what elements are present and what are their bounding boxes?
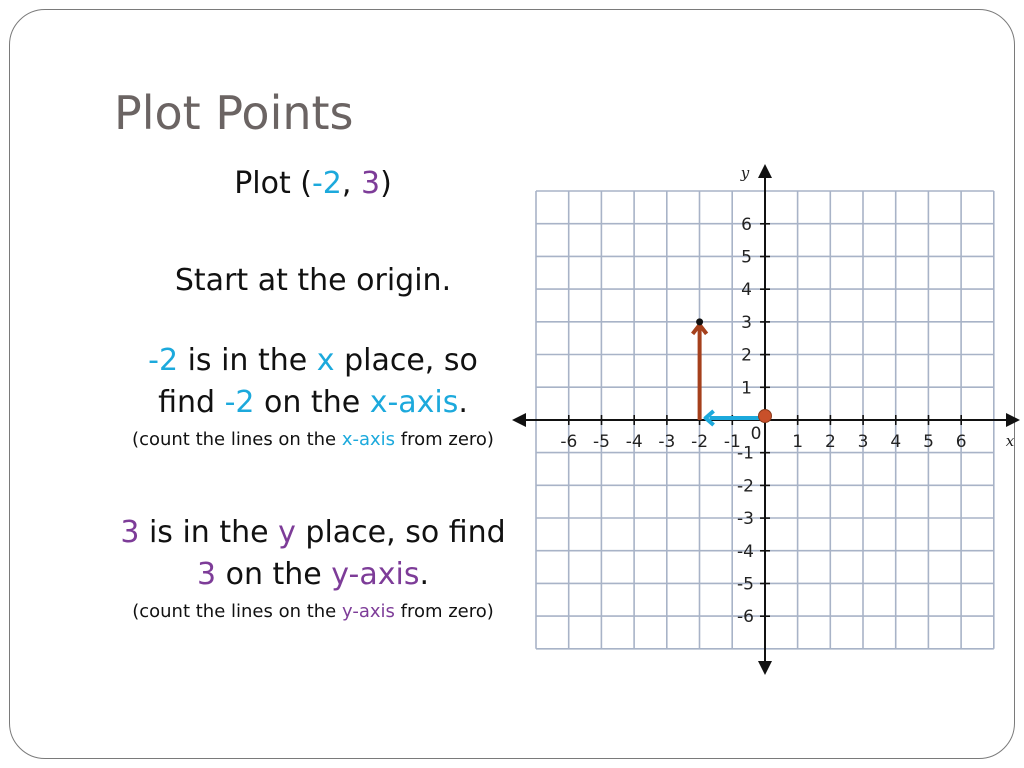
y-note-text-1: (count the lines on the: [132, 601, 342, 622]
plot-y-value: 3: [360, 166, 381, 201]
x-tick-label: 6: [955, 432, 967, 452]
y-step-text-2: place, so find: [295, 515, 506, 550]
y-tick-label: -2: [737, 476, 754, 497]
x-step-number-2: -2: [224, 385, 255, 420]
y-tick-label: 6: [741, 214, 752, 235]
plot-x-value: -2: [311, 166, 342, 201]
y-step-text-3: on the: [216, 557, 332, 592]
y-step-text-1: is in the: [139, 515, 279, 550]
x-axis-left-arrow-icon: [512, 413, 526, 427]
plot-suffix: ): [380, 166, 392, 201]
x-axis-right-arrow-icon: [1006, 413, 1020, 427]
y-tick-label: 4: [741, 280, 752, 301]
y-tick-label: -6: [737, 607, 754, 628]
x-tick-label: -6: [560, 432, 578, 452]
y-axis-up-arrow-icon: [758, 164, 772, 178]
y-tick-label: 3: [741, 312, 752, 333]
x-tick-label: 2: [824, 432, 836, 452]
y-tick-label: 5: [741, 247, 752, 268]
x-tick-label: -3: [658, 432, 676, 452]
x-step-axis: x-axis: [369, 385, 459, 420]
y-step-number-2: 3: [196, 557, 217, 592]
y-axis-variable-label: y: [740, 164, 750, 182]
y-axis-down-arrow-icon: [758, 661, 772, 675]
x-note-text-1: (count the lines on the: [132, 429, 342, 450]
x-tick-label: 1: [792, 432, 804, 452]
x-step-variable: x: [316, 343, 335, 378]
origin-label: 0: [750, 424, 762, 444]
x-note-text-2: from zero): [395, 429, 494, 450]
y-tick-label: -3: [737, 509, 754, 530]
x-tick-label: -1: [723, 432, 741, 452]
plot-prefix: Plot (: [234, 166, 312, 201]
x-tick-label: 5: [923, 432, 934, 452]
slide-title: Plot Points: [114, 86, 354, 140]
y-step-text-4: .: [419, 557, 429, 592]
plotted-point-dot: [696, 318, 703, 325]
y-tick-label: -5: [737, 574, 754, 595]
plot-separator: ,: [341, 166, 361, 201]
x-step-text-1: is in the: [178, 343, 317, 378]
y-tick-label: 2: [741, 345, 752, 366]
y-tick-label: -1: [737, 443, 754, 464]
x-tick-label: -5: [593, 432, 610, 452]
y-tick-label: 1: [741, 378, 752, 399]
x-step-text-2: place, so find: [158, 343, 478, 420]
origin-dot: [759, 410, 772, 423]
y-tick-label: -4: [737, 541, 754, 562]
x-tick-label: 4: [890, 432, 902, 452]
x-step-text-4: .: [458, 385, 468, 420]
x-axis-variable-label: x: [1005, 432, 1015, 450]
x-step-text-3: on the: [254, 385, 370, 420]
y-note-text-2: from zero): [394, 601, 494, 622]
x-step-number: -2: [148, 343, 179, 378]
y-step-variable: y: [278, 515, 296, 550]
start-instruction: Start at the origin.: [174, 263, 452, 298]
y-step-number: 3: [120, 515, 140, 550]
y-step-axis: y-axis: [331, 557, 420, 592]
x-tick-label: -2: [691, 432, 709, 452]
axis-labels: [560, 164, 1014, 627]
x-tick-label: -4: [625, 432, 643, 452]
x-note-axis: x-axis: [341, 429, 396, 450]
x-tick-label: 3: [857, 432, 869, 452]
y-note-axis: y-axis: [341, 601, 395, 622]
